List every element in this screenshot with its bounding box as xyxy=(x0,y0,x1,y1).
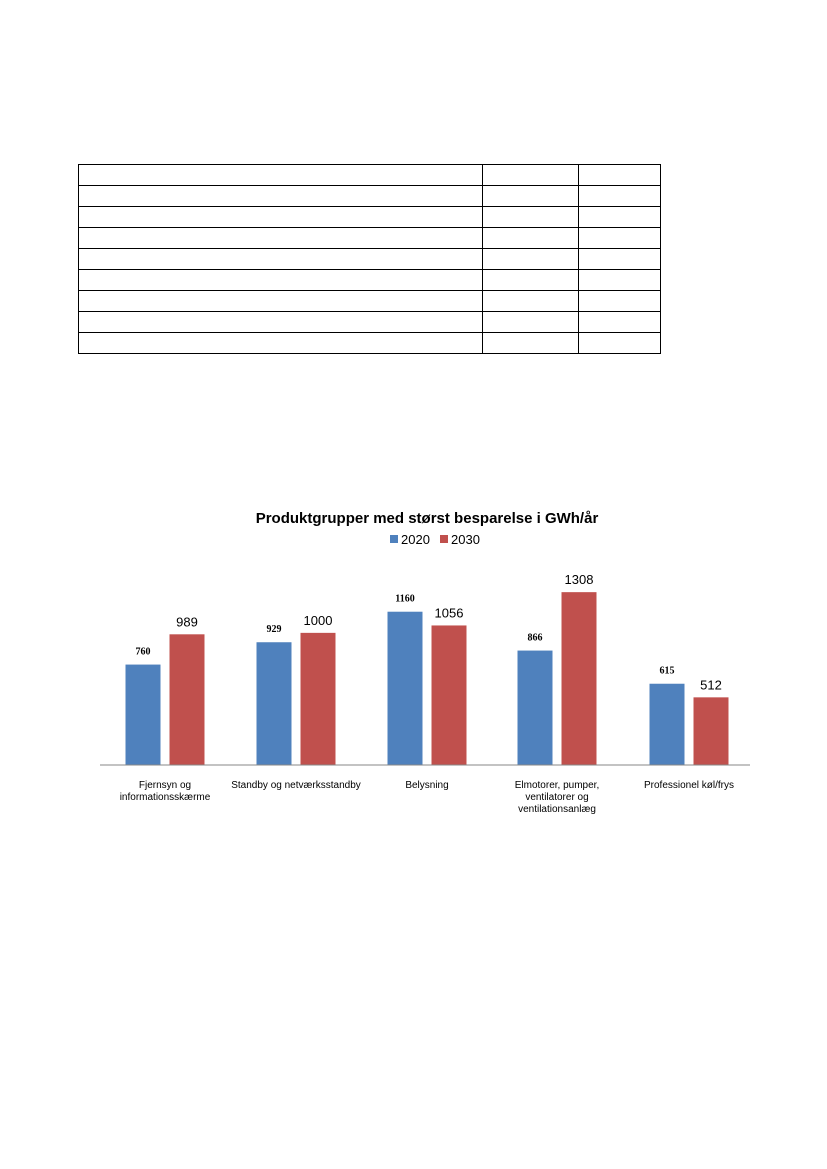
bar-2020-1 xyxy=(257,642,292,765)
bars xyxy=(126,572,729,765)
bar-2020-4 xyxy=(650,684,685,765)
bar-2030-3 xyxy=(562,592,597,765)
data-label-2030-2: 1056 xyxy=(434,605,464,621)
legend-swatch-2030 xyxy=(440,535,448,543)
bar-2030-2 xyxy=(432,625,467,765)
bar-2020-0 xyxy=(126,665,161,765)
legend xyxy=(390,532,480,547)
bar-2020-2 xyxy=(388,612,423,765)
category-label-3: Elmotorer, pumper, ventilatorer og ventilationsanlæg xyxy=(514,780,600,815)
chart-title: Produktgrupper med størst besparelse i GWh/år xyxy=(255,510,599,527)
data-label-2020-4: 615 xyxy=(659,665,675,677)
bar-2030-0 xyxy=(170,634,205,765)
category-labels xyxy=(120,780,734,815)
data-label-2020-0: 760 xyxy=(135,646,151,658)
data-label-2030-4: 512 xyxy=(700,677,722,693)
bar-2030-1 xyxy=(301,633,336,765)
category-label-0: Fjernsyn og informationsskærme xyxy=(119,780,211,803)
data-label-2020-1: 929 xyxy=(266,624,282,636)
data-label-2020-3: 866 xyxy=(527,632,543,644)
category-label-1: Standby og netværksstandby xyxy=(231,780,361,791)
bar-2030-4 xyxy=(694,697,729,765)
legend-swatch-2020 xyxy=(390,535,398,543)
bar-2020-3 xyxy=(518,651,553,765)
legend-label-2030: 2030 xyxy=(451,532,480,547)
data-label-2030-1: 1000 xyxy=(303,612,333,628)
data-label-2030-3: 1308 xyxy=(564,572,594,588)
data-label-2020-2: 1160 xyxy=(395,593,415,605)
category-label-2: Belysning xyxy=(405,780,449,791)
legend-label-2020: 2020 xyxy=(401,532,430,547)
data-label-2030-0: 989 xyxy=(176,614,198,630)
category-label-4: Professionel køl/frys xyxy=(643,780,735,791)
